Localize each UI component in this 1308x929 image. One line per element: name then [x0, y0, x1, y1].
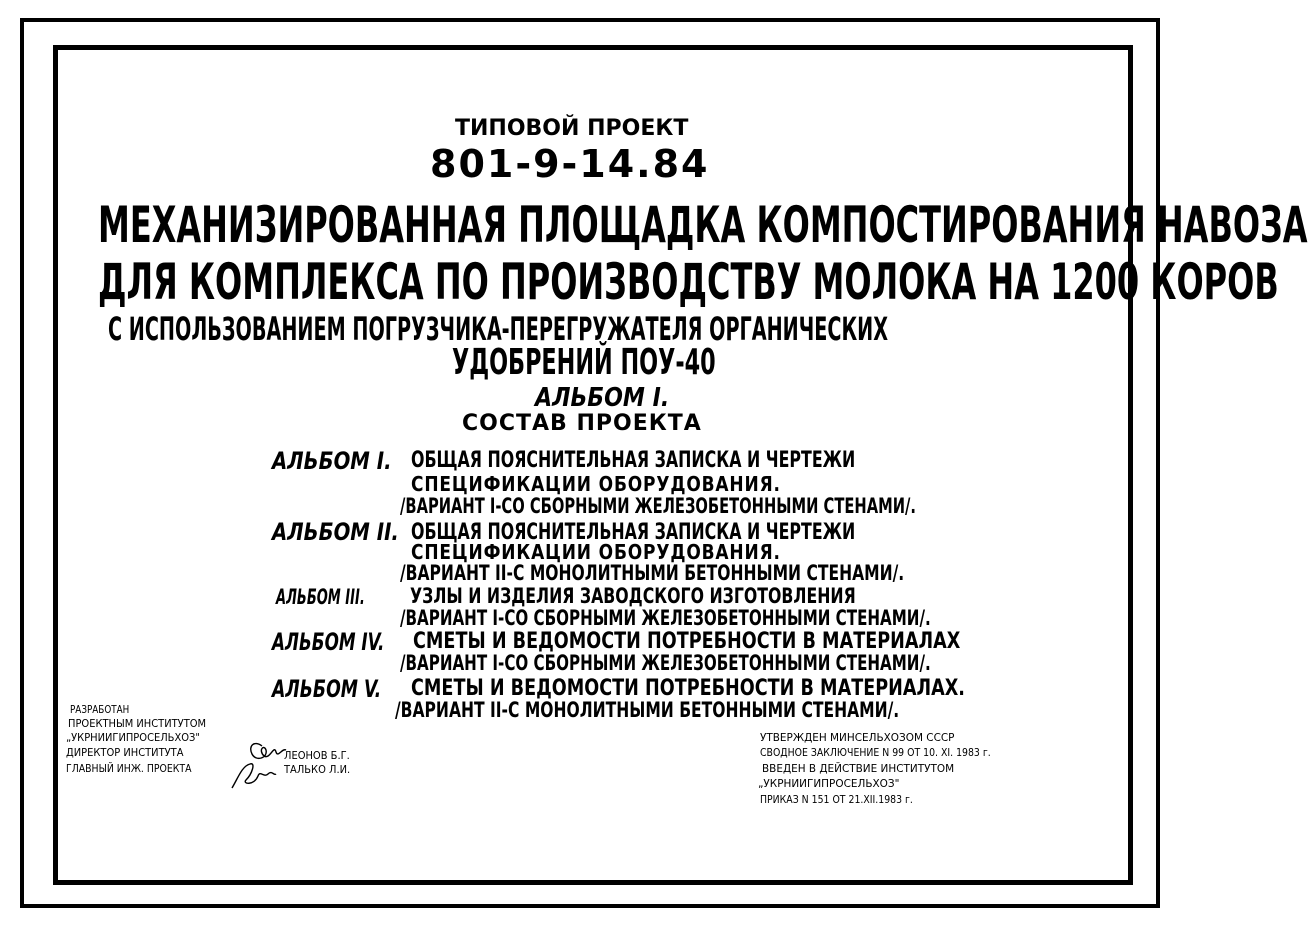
approval-line-3: ВВЕДЕН В ДЕЙСТВИЕ ИНСТИТУТОМ: [762, 762, 955, 775]
album-1-line-1: ОБЩАЯ ПОЯСНИТЕЛЬНАЯ ЗАПИСКА И ЧЕРТЕЖИ: [411, 448, 856, 473]
album-2-line-1: ОБЩАЯ ПОЯСНИТЕЛЬНАЯ ЗАПИСКА И ЧЕРТЕЖИ: [411, 520, 856, 545]
album-5-line-2: /ВАРИАНТ II-С МОНОЛИТНЫМИ БЕТОННЫМИ СТЕНАМИ/.: [395, 698, 900, 722]
title-line-4: УДОБРЕНИЙ ПОУ-40: [452, 342, 716, 383]
album-1-label: АЛЬБОМ I.: [272, 447, 392, 475]
approval-line-2: СВОДНОЕ ЗАКЛЮЧЕНИЕ N 99 ОТ 10. XI. 1983 г.: [760, 746, 991, 759]
approval-line-4: „УКРНИИГИПРОСЕЛЬХОЗ": [758, 777, 900, 790]
approval-line-5: ПРИКАЗ N 151 ОТ 21.XII.1983 г.: [760, 793, 913, 806]
album-5-line-1: СМЕТЫ И ВЕДОМОСТИ ПОТРЕБНОСТИ В МАТЕРИАЛАХ.: [411, 676, 965, 701]
title-line-2: ДЛЯ КОМПЛЕКСА ПО ПРОИЗВОДСТВУ МОЛОКА НА 1200 КОРОВ: [98, 253, 1279, 311]
project-number: 801-9-14.84: [430, 142, 710, 186]
album-4-label: АЛЬБОМ IV.: [272, 628, 385, 656]
composition-heading: СОСТАВ ПРОЕКТА: [462, 411, 702, 436]
developer-line-3: „УКРНИИГИПРОСЕЛЬХОЗ": [66, 731, 200, 744]
engineer-name: ТАЛЬКО Л.И.: [284, 763, 351, 776]
director-role: ДИРЕКТОР ИНСТИТУТА: [66, 746, 184, 759]
director-name: ЛЕОНОВ Б.Г.: [284, 749, 350, 762]
project-kind: ТИПОВОЙ ПРОЕКТ: [455, 116, 689, 141]
album-4-line-1: СМЕТЫ И ВЕДОМОСТИ ПОТРЕБНОСТИ В МАТЕРИАЛАХ: [413, 629, 961, 654]
album-1-line-2: СПЕЦИФИКАЦИИ ОБОРУДОВАНИЯ.: [411, 472, 781, 496]
developer-line-2: ПРОЕКТНЫМ ИНСТИТУТОМ: [68, 717, 207, 730]
album-5-label: АЛЬБОМ V.: [272, 675, 382, 703]
approval-line-1: УТВЕРЖДЕН МИНСЕЛЬХОЗОМ СССР: [760, 731, 955, 744]
title-line-1: МЕХАНИЗИРОВАННАЯ ПЛОЩАДКА КОМПОСТИРОВАНИЯ НАВОЗА: [98, 196, 1308, 254]
album-2-label: АЛЬБОМ II.: [272, 518, 399, 546]
album-3-line-1: УЗЛЫ И ИЗДЕЛИЯ ЗАВОДСКОГО ИЗГОТОВЛЕНИЯ: [410, 584, 856, 608]
title-line-3: С ИСПОЛЬЗОВАНИЕМ ПОГРУЗЧИКА-ПЕРЕГРУЖАТЕЛЯ ОРГАНИЧЕСКИХ: [108, 310, 889, 348]
album-2-line-2: СПЕЦИФИКАЦИИ ОБОРУДОВАНИЯ.: [411, 540, 781, 564]
engineer-role: ГЛАВНЫЙ ИНЖ. ПРОЕКТА: [66, 762, 192, 775]
album-1-line-3: /ВАРИАНТ I-СО СБОРНЫМИ ЖЕЛЕЗОБЕТОННЫМИ СТЕНАМИ/.: [400, 494, 916, 518]
album-current: АЛЬБОМ I.: [535, 383, 670, 413]
album-2-line-3: /ВАРИАНТ II-С МОНОЛИТНЫМИ БЕТОННЫМИ СТЕНАМИ/.: [400, 561, 905, 585]
engineer-signature: [228, 758, 278, 792]
album-3-label: АЛЬБОМ III.: [276, 585, 365, 609]
album-3-line-2: /ВАРИАНТ I-СО СБОРНЫМИ ЖЕЛЕЗОБЕТОННЫМИ СТЕНАМИ/.: [400, 606, 931, 630]
album-4-line-2: /ВАРИАНТ I-СО СБОРНЫМИ ЖЕЛЕЗОБЕТОННЫМИ СТЕНАМИ/.: [400, 651, 931, 675]
developer-line-1: РАЗРАБОТАН: [70, 703, 130, 716]
